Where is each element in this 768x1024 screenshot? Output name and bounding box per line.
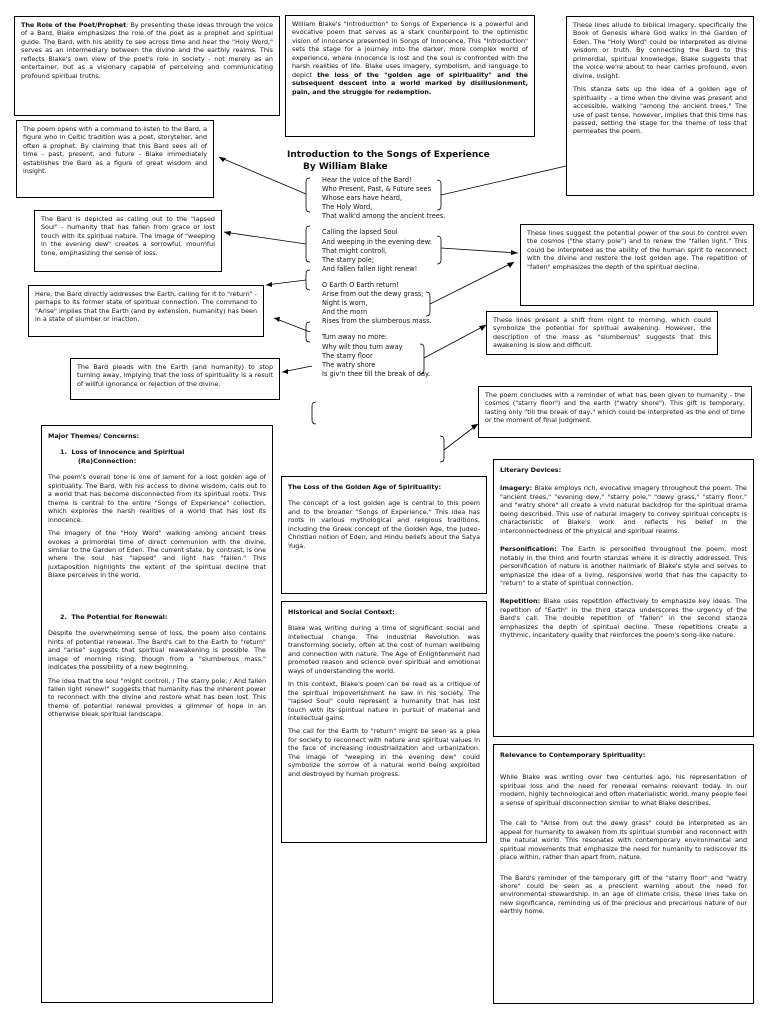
- literary-devices-box: [493, 459, 754, 737]
- theme-1-title-line1: Loss of Innocence and Spiritual: [71, 448, 185, 457]
- historical-context-box: [281, 601, 487, 843]
- contemporary-relevance-paragraph: While Blake was writing over two centuries ago, his representation of spiritual loss and the need for renewal remains relevant today. In our modern, highly technological and often materialistic world, many people feel a sense of spiritual disconnection similar to what Blake describes.: [500, 773, 747, 807]
- lapsed-soul-box: [34, 210, 222, 272]
- poem-opens-text: The poem opens with a command to listen to the Bard, a figure who in Celtic tradition was a poet, storyteller, and often a prophet. By claiming that this Bard sees all of time - past, present, and future - Blake immediately establishes the Bard as a figure of great wisdom and insight.: [23, 125, 207, 176]
- introduction-box: [285, 15, 535, 137]
- earth-address-text: Here, the Bard directly addresses the Earth, calling for it to "return" - perhaps to its former state of spiritual connection. The command to "Arise" implies that the Earth (and by extension, humanity) has been in a state of slumber or inaction.: [35, 290, 257, 324]
- poem-line: Whose ears have heard,: [322, 194, 403, 203]
- poem-line: Rises from the slumberous mass.: [322, 317, 432, 326]
- poem-line: And the morn: [322, 308, 368, 317]
- golden-age-text: The concept of a lost golden age is central to this poem and to the broader "Songs of Experience." This idea has roots in various mythological and religious traditions, including the Greek concept of the Golden Age, the Judeo-Christian notion of Eden, and Hindu beliefs about the Satya Yuga.: [288, 499, 480, 550]
- poem-line: And fallen fallen light renew!: [322, 264, 418, 273]
- imagery-label: Imagery:: [500, 484, 533, 493]
- poem-text: [322, 176, 445, 386]
- imagery-text: Blake employs rich, evocative imagery throughout the poem. The "ancient trees," "evening dew," "starry pole," "dewy grass," "starry floor," and "watry shore" all create a vivid natural backdrop for the spiritual drama being described. This use of natural imagery to convey spiritual concepts is characteristic of Blake's work and reflects his belief in the interconnectedness of the physical and spiritual realms.: [500, 484, 747, 535]
- poem-opens-box: [16, 120, 214, 198]
- poem-line: Turn away no more:: [322, 333, 388, 342]
- historical-context-paragraph: Blake was writing during a time of significant social and intellectual change. The Industrial Revolution was transforming society, often at the cost of human wellbeing and connection with nature. The Age of Enlightenment had promoted reason and science over spiritual and emotional ways of understanding the world.: [288, 624, 480, 675]
- poem-author: By William Blake: [303, 161, 388, 172]
- contemporary-relevance-paragraph: The Bard's reminder of the temporary gift of the "starry floor" and "watry shore" could be seen as a prescient warning about the need for environmental stewardship. In an age of climate crisis, these lines take on new significance, reminding us of the precious and precarious nature of our earthly home.: [500, 873, 747, 916]
- historical-context-paragraph: The call for the Earth to "return" might be seen as a plea for society to reconnect with nature and spiritual values in the face of increasing industrialization and urbanization. The image of "weeping in the evening dew" could symbolize the sorrow of a natural world being exploited and destroyed by human progress.: [288, 727, 480, 778]
- major-themes-heading: Major Themes/ Concerns:: [48, 432, 140, 440]
- potential-power-text: These lines suggest the potential power of the soul to control even the cosmos ("the starry pole") and to renew the "fallen light." This could be interpreted as the ability of the human spirit to reconnect with the divine and restore the lost golden age. The repetition of "fallen" emphasizes the depth of the spiritual decline.: [527, 229, 747, 271]
- major-themes-box: [41, 425, 273, 1003]
- poem-line: Hear the voice of the Bard!: [322, 176, 412, 184]
- poem-line: Who Present, Past, & Future sees: [322, 185, 432, 194]
- stanza-4: [322, 333, 445, 378]
- introduction-emphasis: the loss of the "golden age of spirituality" and the subsequent descent into a world marked by disillusionment, pain, and the struggle for redemption.: [292, 70, 528, 96]
- stanza-1: [322, 176, 445, 221]
- bard-pleads-box: [70, 358, 280, 400]
- stanza-2: [322, 228, 445, 273]
- theme-2-paragraph: Despite the overwhelming sense of loss, the poem also contains hints of potential renewal. The Bard's call to the Earth to "return" and "arise" suggests that spiritual reawakening is possible. The image of morning rising, though from a "slumberous mass," indicates the possibility of a new beginning.: [48, 629, 266, 672]
- repetition-label: Repetition:: [500, 597, 541, 606]
- poem-title: [287, 150, 490, 173]
- contemporary-relevance-paragraph: The call to "Arise from out the dewy grass" could be interpreted as an appeal for humanity to awaken from its spiritual slumber and reconnect with the natural world. This resonates with contemporary environmental and spiritual movements that emphasize the need for humanity to rediscover its place within, rather than apart from, nature.: [500, 819, 747, 862]
- theme-1-paragraph: The imagery of the "Holy Word" walking among ancient trees evokes a primordial time of direct communion with the divine, similar to the Garden of Eden. The current state, by contrast, is one where the soul has "lapsed" and light has "fallen." This juxtaposition highlights the extent of the spiritual decline that Blake perceives in the world.: [48, 529, 266, 580]
- theme-1-title-line2: (Re)Connection:: [78, 456, 137, 465]
- biblical-imagery-box: [566, 16, 754, 196]
- stanza-3: [322, 281, 445, 326]
- potential-power-box: [520, 224, 754, 306]
- literary-devices-heading: Literary Devices:: [500, 466, 562, 474]
- biblical-imagery-text: These lines allude to biblical imagery, specifically the Book of Genesis where God walks in the Garden of Eden. The "Holy Word" could be interpreted as divine wisdom or truth. By connecting the Bard to this primordial, spiritual knowledge, Blake suggests that the voice we're about to hear carries profound, even divine, insight.: [573, 21, 747, 80]
- theme-1-title: 1. Loss of Innocence and Spiritual (Re)Connection:: [60, 448, 266, 465]
- poem-line: The watry shore: [322, 360, 376, 369]
- golden-age-heading: The Loss of the Golden Age of Spirituality:: [288, 483, 442, 491]
- poem-line: The Holy Word,: [322, 203, 373, 212]
- personification-text: The Earth is personified throughout the poem, most notably in the third and fourth stanzas where it is directly addressed. This personification of nature is another hallmark of Blake's style and serves to emphasize the idea of a living, responsive world that has the capacity to "return" to a state of spiritual connection.: [500, 545, 747, 587]
- poem-line: That might controll,: [322, 246, 388, 255]
- poem-concludes-box: [478, 386, 752, 438]
- introduction-text: William Blake's "Introduction" to Songs of Experience is a powerful and evocative poem that serves as a stark counterpoint to the optimistic vision of innocence presented in Songs of Innocence. This "Introduction" sets the stage for a journey into the darker, more complex world of experience, where innocence is lost and the soul is confronted with the harsh realities of life. Blake uses imagery, symbolism, and language to depict: [292, 20, 528, 79]
- poem-line: Arise from out the dewy grass;: [322, 290, 424, 299]
- theme-2-title: 2. The Potential for Renewal:: [60, 612, 168, 621]
- role-of-poet-heading: The Role of the Poet/Prophet: [21, 21, 127, 29]
- poem-line: Why wilt thou turn away: [322, 342, 403, 351]
- poem-line: Calling the lapsed Soul: [322, 228, 398, 237]
- poem-title-main: Introduction to the Songs of Experience: [287, 150, 490, 160]
- personification-label: Personification:: [500, 545, 557, 554]
- poem-line: The starry pole;: [322, 255, 375, 264]
- theme-2-paragraph: The idea that the soul "might controll, / The starry pole; / And fallen fallen light renew!" suggests that humanity has the inherent power to reconnect with the divine and restore what has been lost. This theme of potential renewal provides a glimmer of hope in an otherwise bleak spiritual landscape.: [48, 676, 266, 719]
- theme-2-title-text: The Potential for Renewal:: [71, 612, 168, 621]
- golden-age-stanza-text: This stanza sets up the idea of a golden age of spirituality - a time when the divine was present and accessible, walking "among the ancient trees." The use of past tense, however, implies that this time has passed, setting the stage for the theme of loss that permeates the poem.: [573, 85, 747, 136]
- theme-1-paragraph: The poem's overall tone is one of lament for a lost golden age of spirituality. The Bard, with his access to divine wisdom, calls out to a world that has become disconnected from its spiritual roots. This theme is central to the entire "Songs of Experience" collection, which explores the harsh realities of a world that has lost its innocence.: [48, 473, 266, 524]
- poem-concludes-text: The poem concludes with a reminder of what has been given to humanity - the cosmos ("starry floor") and the earth ("watry shore"). This gift is temporary, lasting only "till the break of day," which could be interpreted as the end of time or the moment of final judgment.: [485, 391, 745, 425]
- poem-line: And weeping in the evening dew:: [322, 237, 432, 246]
- poem-line: Night is worn,: [322, 299, 368, 308]
- contemporary-relevance-heading: Relevance to Contemporary Spirituality:: [500, 751, 646, 759]
- poem-line: O Earth O Earth return!: [322, 280, 399, 289]
- lapsed-soul-text: The Bard is depicted as calling out to the "lapsed Soul" - humanity that has fallen from grace or lost touch with its spiritual nature. The image of "weeping in the evening dew" creates a sorrowful, mournful tone, emphasizing the sense of loss.: [41, 215, 215, 257]
- night-to-morning-box: [486, 311, 718, 355]
- historical-context-paragraph: In this context, Blake's poem can be read as a critique of the spiritual impoverishment he saw in his society. The "lapsed Soul" could represent a humanity that has lost touch with its spiritual nature in pursuit of material and intellectual gains.: [288, 680, 480, 722]
- earth-address-box: [28, 285, 264, 337]
- bard-pleads-text: The Bard pleads with the Earth (and humanity) to stop turning away, implying that the loss of spirituality is a result of willful ignorance or rejection of the divine.: [77, 363, 273, 388]
- repetition-text: Blake uses repetition effectively to emphasize key ideas. The repetition of "Earth" in the third stanza underscores the urgency of the Bard's call. The double repetition of "fallen" in the second stanza emphasizes the depth of spiritual decline. These repetitions create a rhythmic, incantatory quality that reinforces the poem's song-like nature.: [500, 597, 747, 640]
- poem-line: Is giv'n thee till the break of day.: [322, 369, 431, 378]
- contemporary-relevance-box: [493, 744, 754, 1004]
- night-to-morning-text: These lines present a shift from night to morning, which could symbolize the potential for spiritual awakening. However, the description of the mass as "slumberous" suggests that this awakening is slow and difficult.: [493, 316, 711, 350]
- golden-age-box: [281, 476, 487, 594]
- poem-line: That walk'd among the ancient trees.: [322, 212, 446, 221]
- role-of-poet-box: [14, 16, 280, 116]
- historical-context-heading: Historical and Social Context:: [288, 608, 395, 616]
- poem-line: The starry floor: [322, 351, 373, 360]
- role-of-poet-text: : By presenting these ideas through the voice of a Bard, Blake emphasizes the role of the poet as a prophet and spiritual guide. The Bard, with his ability to see across time and hear the "Holy Word," serves as an intermediary between the divine and the earthly realms. This reflects Blake's own view of the poet's role in society - not merely as an entertainer, but as a visionary capable of perceiving and communicating profound spiritual truths.: [21, 21, 274, 80]
